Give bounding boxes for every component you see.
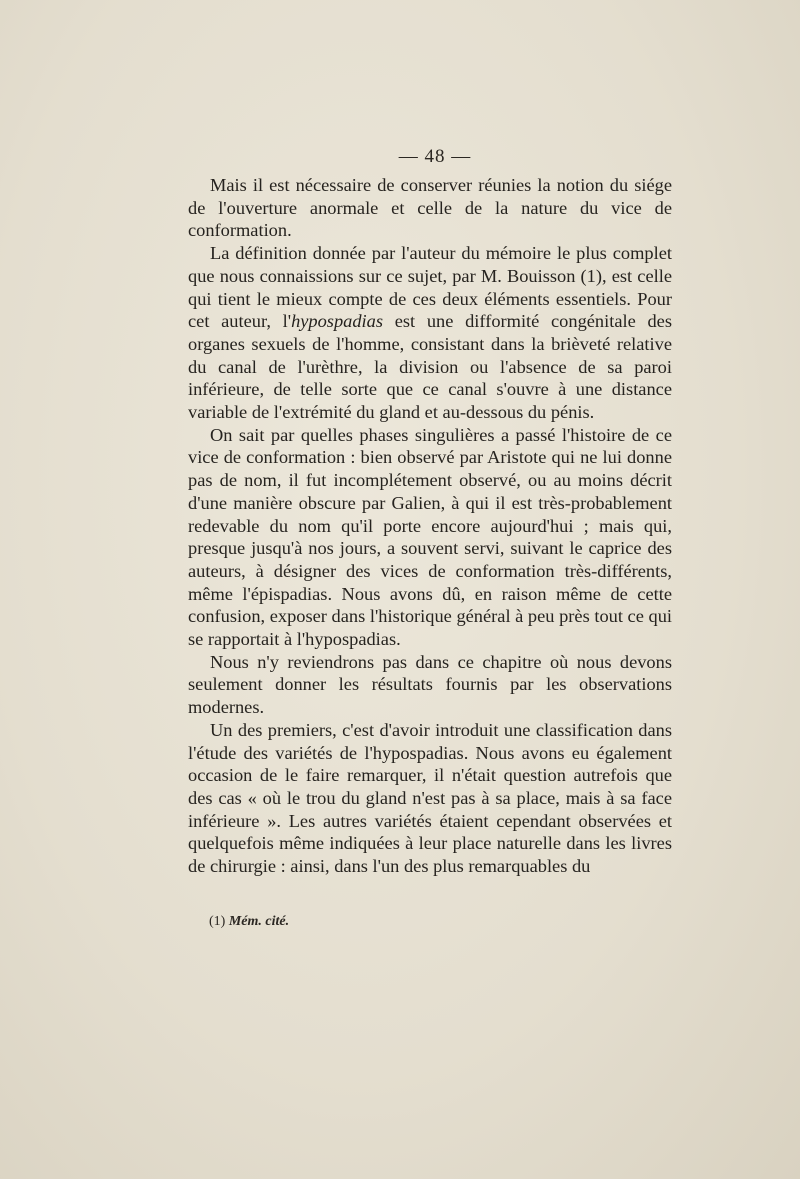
paragraph-5-text: Un des premiers, c'est d'avoir introduit une classification dans l'étude des variétés de l'hypospadias. Nous avons eu également occasion de le faire remarquer, il n'était question autrefois que des cas « où le trou du gland n'est pas à sa place, mais à sa face inférieure ». Les autres variétés étaient cependant observées et quelquefois même indiquées à leur place naturelle dans les livres de chirurgie : ainsi, dans l'un des plus remarquables du (188, 719, 672, 877)
paragraph-2-text-start: La définition donnée par l'auteur du mémoire le plus complet que nous connaissions sur ce sujet, par M. Bouisson (1), est celle qui tient le mieux compte de ces deux éléments essentiels. Pour cet auteur, l' (188, 243, 672, 332)
footnote-text: Mém. cité. (228, 914, 290, 929)
main-text (188, 174, 672, 878)
paragraph-1 (188, 174, 672, 242)
paragraph-4 (188, 651, 672, 719)
footnote-marker: (1) (209, 914, 226, 929)
paragraph-2-text-end: est une difformité congénitale des organes sexuels de l'homme, consistant dans la brièveté relative du canal de l'urèthre, la division ou l'absence de sa paroi inférieure, de telle sorte que ce canal s'ouvre à une distance variable de l'extrémité du gland et au-dessous du pénis. (188, 311, 672, 423)
paragraph-1-text: Mais il est nécessaire de conserver réunies la notion du siége de l'ouverture anormale et celle de la nature du vice de conformation. (188, 175, 672, 241)
paragraph-3-text: On sait par quelles phases singulières a passé l'histoire de ce vice de conformation : bien observé par Aristote qui ne lui donne pas de nom, il fut incomplétement observé, ou au moins décrit d'une manière obscure par Galien, à qui il est très-probablement redevable du nom qu'il porte encore aujourd'hui ; mais qui, presque jusqu'à nos jours, a souvent servi, suivant le caprice des auteurs, à désigner des vices de conformation très-différents, même l'épispadias. Nous avons dû, en raison même de cette confusion, exposer dans l'historique général à peu près tout ce qui se rapportait à l'hypospadias. (188, 424, 672, 650)
paragraph-3 (188, 424, 672, 651)
paragraph-5 (188, 719, 672, 878)
paragraph-2-emphasis: hypospadias (291, 311, 384, 332)
page-number: — 48 — (398, 146, 472, 167)
footnote (209, 914, 289, 930)
paragraph-4-text: Nous n'y reviendrons pas dans ce chapitre où nous devons seulement donner les résultats fournis par les observations modernes. (188, 651, 672, 718)
paragraph-2 (188, 242, 672, 424)
